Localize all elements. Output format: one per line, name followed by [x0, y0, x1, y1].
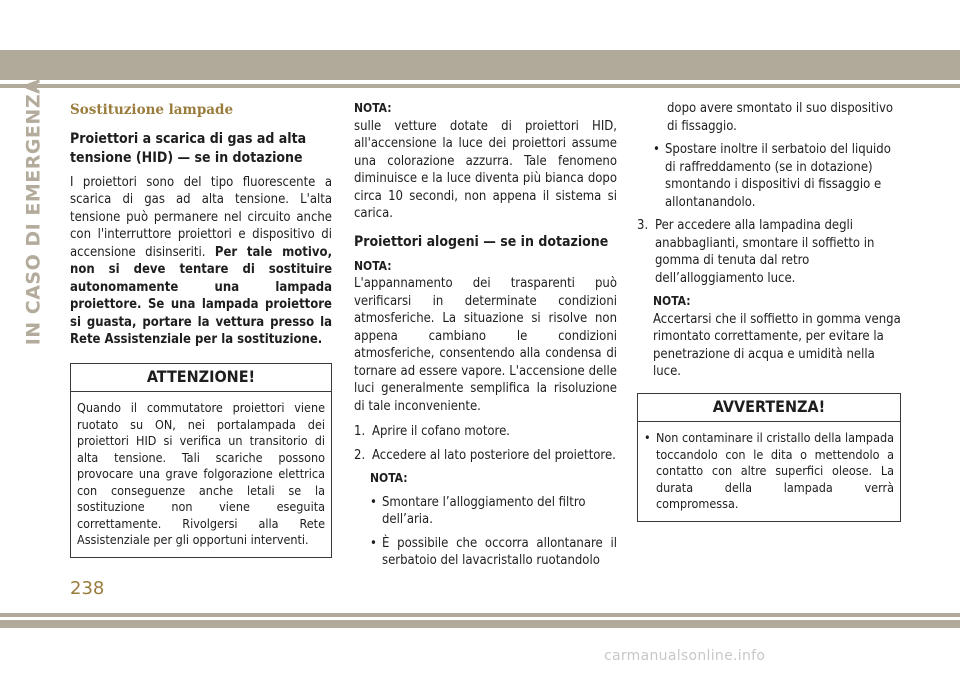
nota-label-2: NOTA: — [354, 258, 392, 273]
bullet-3 — [637, 141, 901, 211]
bullet-2 — [370, 535, 617, 570]
bullet-dot: • — [370, 535, 377, 551]
step-2-text: Accedere al lato posteriore del proiettore. — [372, 447, 616, 463]
chapter-side-label — [16, 78, 50, 345]
step-1-number: 1. — [354, 424, 366, 439]
warning-body-2 — [638, 422, 900, 521]
step-2-notes — [354, 470, 617, 570]
bullet-1-text: Smontare l’alloggiamento del filtro dell’aria. — [382, 494, 586, 527]
step-3-number: 3. — [637, 218, 649, 233]
chapter-side-label-text: IN CASO DI EMERGENZA — [22, 78, 44, 345]
nota-text-1: sulle vetture dotate di proiettori HID, all'accensione la luce dei proiettori assume una colorazione azzurra. Tale fenomeno diminuisce e la luce diventa più bianca dopo circa 10 secondi, non appena il sistema si carica. — [354, 118, 617, 221]
bullet-2-continuation: dopo avere smontato il suo dispositivo di fissaggio. — [667, 101, 894, 134]
nota-label-1: NOTA: — [354, 101, 392, 115]
nota-label-3: NOTA: — [370, 471, 408, 485]
step-2-number: 2. — [354, 447, 366, 463]
section-title: Sostituzione lampade — [70, 102, 234, 118]
bullet-dot: • — [644, 430, 651, 445]
step-1-text: Aprire il cofano motore. — [372, 424, 510, 439]
hid-paragraph-bold: Per tale motivo, non si deve tentare di sostituire autonomamente una lampada proiettore. Se una lampada proiettore si guasta, portare la vettura presso la Rete Assistenziale per la sostituzione. — [70, 244, 333, 347]
warning-title: ATTENZIONE! — [71, 364, 331, 393]
column-3 — [637, 100, 901, 522]
bullet-2-text: È possibile che occorra allontanare il serbatoio del lavacristallo ruotandolo — [382, 535, 617, 568]
nota-text-2: L'appannamento dei trasparenti può verificarsi in determinate condizioni atmosferiche. La situazione si risolve non appena cambiano le condizioni atmosferiche, consentendo alla condensa di tornare ad essere vapore. L'accensione delle luci generalmente semplifica la risoluzione di tale inconveniente. — [354, 276, 617, 414]
bullet-1 — [370, 494, 617, 529]
warning-box-attenzione — [70, 363, 332, 558]
footer-rule — [0, 613, 960, 617]
step-3-text: Per accedere alla lampadina degli anabbaglianti, smontare il soffietto in gomma di tenuta dal retro dell’alloggiamento luce. — [655, 218, 875, 286]
header-band — [0, 50, 960, 80]
warning-bullet — [644, 430, 894, 513]
top-margin — [0, 0, 960, 50]
column-2 — [354, 100, 617, 576]
subheading-halogen: Proiettori alogeni — se in dotazione — [354, 233, 609, 250]
bullet-dot: • — [370, 494, 377, 510]
column-1 — [70, 100, 332, 558]
warning-bullet-text: Non contaminare il cristallo della lampada toccandolo con le dita o mettendolo a contatto con altre superfici oleose. La durata della lampada verrà compromessa. — [656, 430, 894, 511]
bullet-3-text: Spostare inoltre il serbatoio del liquido di raffreddamento (se in dotazione) smontando i dispositivi di fissaggio e allontanandolo. — [665, 142, 891, 210]
steps-list — [354, 423, 617, 464]
hid-paragraph-text: I proiettori sono del tipo fluorescente a scarica di gas ad alta tensione. L'alta tensione può permanere nel circuito anche con l'interruttore proiettori e dispositivo di accensione disinseriti. — [70, 174, 332, 260]
step-2 — [354, 447, 617, 465]
watermark: carmanualsonline.info — [604, 648, 766, 664]
hid-paragraph — [70, 174, 332, 349]
footer-band — [0, 620, 960, 628]
nota-label-4: NOTA: — [653, 294, 691, 308]
header-rule — [0, 84, 960, 88]
step-3 — [637, 217, 901, 287]
subheading-hid: Proiettori a scarica di gas ad alta tensione (HID) — se in dotazione — [70, 130, 307, 166]
warning-title-2: AVVERTENZA! — [638, 394, 900, 423]
steps-list-cont — [637, 217, 901, 287]
step-1 — [354, 423, 617, 441]
bullet-dot: • — [653, 142, 660, 157]
step-3-note — [637, 293, 901, 381]
warning-body: Quando il commutatore proiettori viene ruotato su ON, nei portalampada dei proiettori HID si verifica un transitorio di alta tensione. Tali scariche possono provocare una grave folgorazione elettrica con conseguenze anche letali se la sostituzione non viene eseguita correttamente. Rivolgersi alla Rete Assistenziale per gli opportuni interventi. — [77, 400, 325, 547]
page-number: 238 — [70, 578, 105, 599]
nota-text-4: Accertarsi che il soffietto in gomma venga rimontato correttamente, per evitare la penetrazione di acqua e umidità nella luce. — [653, 311, 901, 379]
warning-box-avvertenza — [637, 393, 901, 522]
